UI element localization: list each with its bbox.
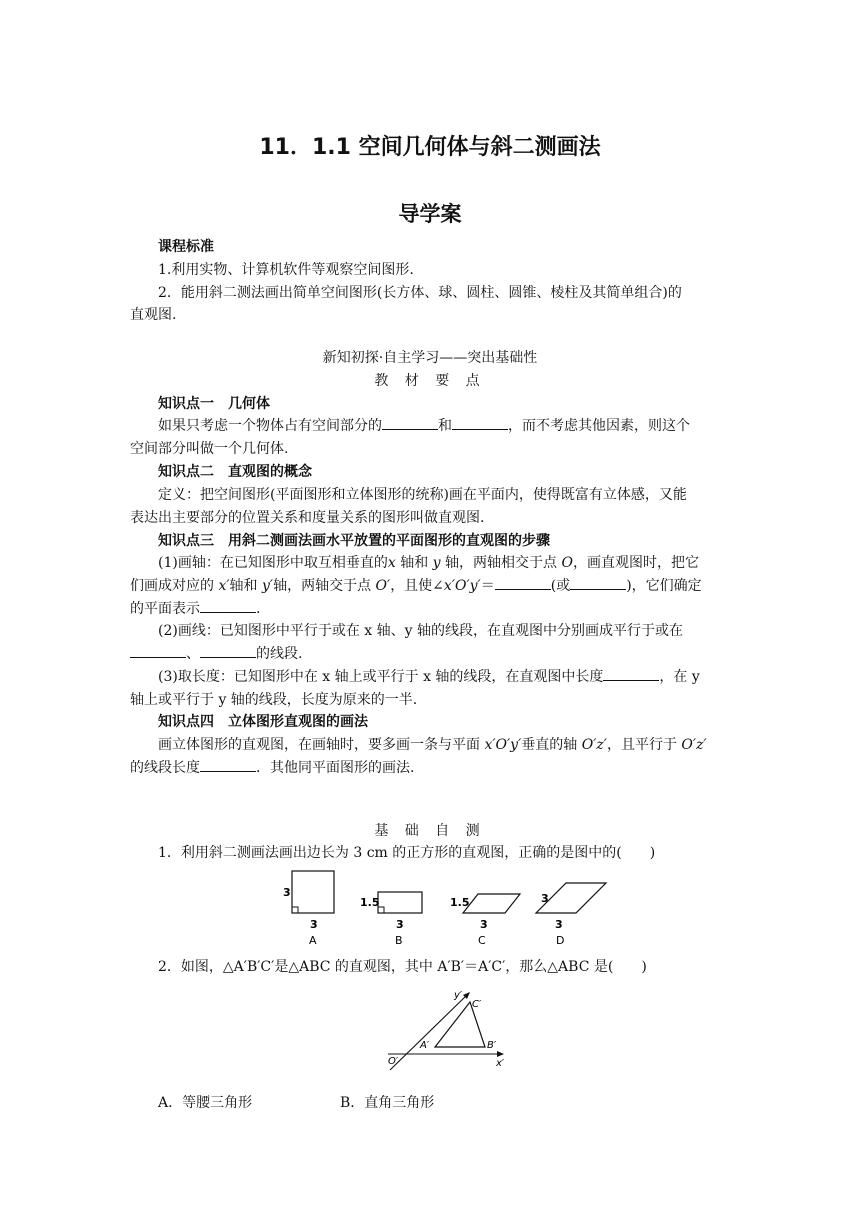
text: (或	[550, 578, 571, 594]
k1-para-a	[158, 415, 758, 437]
q2-figure	[380, 984, 515, 1074]
text: x′O′y′	[484, 737, 522, 753]
text: 、	[186, 646, 200, 662]
text: 轴和	[229, 578, 262, 594]
blank	[495, 575, 551, 590]
q2-text: 2．如图，△A′B′C′是△ABC 的直观图，其中 A′B′＝A′C′，那么△ABC 是( )	[158, 959, 647, 975]
text: O′z′	[681, 737, 707, 753]
figure-b-side: 1.5	[360, 896, 380, 909]
section-sub: 教 材 要 点	[374, 373, 486, 389]
text: ，画直观图时，把它	[572, 555, 699, 571]
x-axis-arrow	[497, 1051, 504, 1057]
q1-text: 1．利用斜二测画法画出边长为 3 cm 的正方形的直观图，正确的是图中的( )	[158, 845, 656, 861]
text: (3)取长度：已知图形中在 x 轴上或平行于 x 轴的线段，在直观图中长度	[158, 669, 604, 685]
figure-b-label: B	[395, 934, 403, 947]
text: (1)画轴：在已知图形中取互相垂直的	[158, 555, 388, 571]
k3-step3-a	[158, 666, 758, 688]
blank	[570, 575, 626, 590]
k2-para-b: 表达出主要部分的位置关系和度量关系的图形叫做直观图.	[130, 510, 485, 526]
page-title: 11．1.1 空间几何体与斜二测画法	[259, 135, 601, 160]
blank	[200, 643, 256, 658]
text: 们画成对应的	[130, 578, 219, 594]
k3-heading: 知识点三 用斜二测画法画水平放置的平面图形的直观图的步骤	[158, 533, 550, 549]
figure-c-parallelogram	[463, 894, 520, 913]
figure-c-bottom: 3	[480, 918, 488, 931]
figure-c-side: 1.5	[450, 896, 470, 909]
k1-text: 和	[438, 418, 452, 434]
blank	[200, 598, 256, 613]
text: ，且平行于	[606, 737, 682, 753]
text: 的平面表示	[130, 601, 200, 617]
text: ＝	[480, 578, 495, 594]
text: 轴，两轴交于点	[273, 578, 376, 594]
blank	[603, 666, 659, 681]
text: 的线段.	[256, 646, 303, 662]
k3-step3-b: 轴上或平行于 y 轴的线段，长度为原来的一半.	[130, 692, 418, 708]
point-a-label: A′	[420, 1040, 430, 1051]
k1-text: 如果只考虑一个物体占有空间部分的	[158, 418, 382, 434]
y-axis-label: y′	[454, 990, 463, 1001]
k3-step2-b	[130, 643, 730, 665]
text: y′	[261, 578, 274, 594]
text: 画立体图形的直观图，在画轴时，要多画一条与平面	[158, 737, 485, 753]
k2-heading: 知识点二 直观图的概念	[158, 464, 312, 480]
text: 轴和	[395, 555, 433, 571]
k1-text: ，而不考虑其他因素，则这个	[508, 418, 690, 434]
point-c-label: C′	[472, 999, 482, 1010]
k1-para-b: 空间部分叫做一个几何体.	[130, 441, 289, 457]
origin-label: O′	[388, 1056, 399, 1067]
point-b-label: B′	[487, 1040, 497, 1051]
section-header: 新知初探·自主学习——突出基础性	[322, 350, 538, 366]
figure-b-rect	[378, 892, 422, 913]
text: O	[561, 555, 573, 571]
text: x′O′y′	[443, 578, 481, 594]
k1-heading: 知识点一 几何体	[158, 396, 270, 412]
text: 轴，两轴相交于点	[440, 555, 562, 571]
k4-heading: 知识点四 立体图形直观图的画法	[158, 714, 368, 730]
figure-a-bottom: 3	[310, 918, 318, 931]
k2-para-a: 定义：把空间图形(平面图形和立体图形的统称)画在平面内，使得既富有立体感，又能	[158, 487, 687, 503]
blank	[130, 643, 186, 658]
right-angle-mark	[292, 907, 298, 913]
standards-line2b: 直观图.	[130, 307, 177, 323]
page-subtitle: 导学案	[398, 202, 462, 226]
k3-step2-a: (2)画线：已知图形中平行于或在 x 轴、y 轴的线段，在直观图中分别画成平行于或在	[158, 623, 683, 639]
figure-d-label: D	[556, 934, 565, 947]
test-header: 基 础 自 测	[374, 823, 486, 839]
figure-a-label: A	[309, 934, 317, 947]
text: ，在 y	[659, 669, 700, 685]
standards-heading: 课程标准	[158, 239, 214, 255]
text: ，且使∠	[390, 578, 444, 594]
blank	[452, 415, 508, 430]
figure-a-side: 3	[283, 886, 291, 899]
blank	[382, 415, 438, 430]
standards-line2a: 2．能用斜二测法画出简单空间图形(长方体、球、圆柱、圆锥、棱柱及其简单组合)的	[158, 285, 682, 301]
text: )，它们确定	[626, 578, 702, 594]
blank	[200, 757, 256, 772]
k3-step1-a	[158, 552, 758, 574]
text: O′	[375, 578, 391, 594]
k3-step1-b	[130, 575, 730, 597]
text: x′	[218, 578, 230, 594]
figure-b-bottom: 3	[396, 918, 404, 931]
q2-option-b: B．直角三角形	[340, 1095, 435, 1111]
text: 垂直的轴	[521, 737, 582, 753]
q2-option-a: A．等腰三角形	[158, 1095, 253, 1111]
text: .	[256, 601, 261, 617]
text: x	[387, 555, 396, 571]
k4-para-b	[130, 757, 730, 779]
q1-figure	[270, 868, 620, 950]
figure-c-label: C	[478, 934, 486, 947]
text: ．其他同平面图形的画法.	[256, 760, 415, 776]
text: O′z′	[581, 737, 607, 753]
figure-d-bottom: 3	[555, 918, 563, 931]
x-axis-label: x′	[496, 1058, 505, 1069]
y-axis	[390, 994, 468, 1070]
k3-step1-c	[130, 598, 730, 620]
text: 的线段长度	[130, 760, 200, 776]
k4-para-a	[158, 734, 758, 756]
text: y	[432, 555, 441, 571]
figure-d-side: 3	[541, 892, 549, 905]
standards-line1: 1.利用实物、计算机软件等观察空间图形.	[158, 262, 414, 278]
